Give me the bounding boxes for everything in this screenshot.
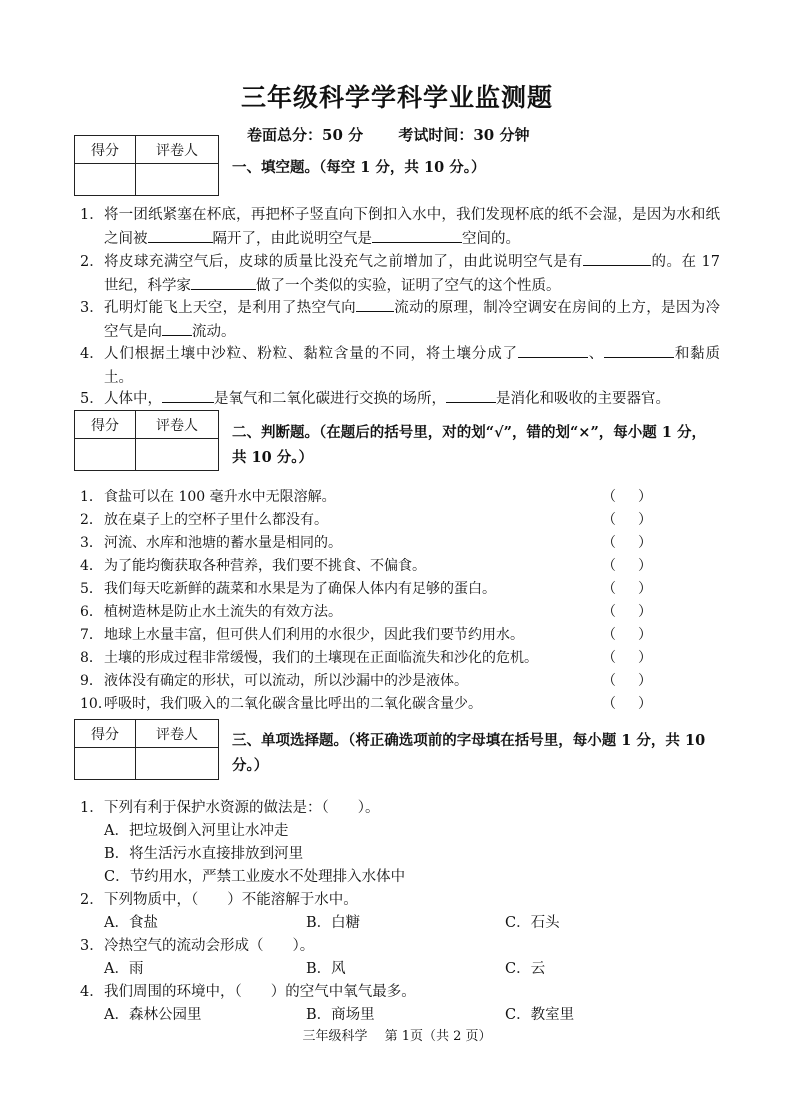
answer-blank[interactable] — [446, 388, 496, 403]
fill-question-2: 2． 将皮球充满空气后，皮球的质量比没充气之前增加了，由此说明空气是有 的。在 17 世纪，科学家 做了一个类似的实验，证明了空气的这个性质。 — [80, 250, 720, 298]
exam-time: 考试时间：30 分钟 — [398, 126, 530, 144]
section1-heading: 一、填空题。（每空 1 分，共 10 分。） — [232, 159, 486, 176]
grader-label: 评卷人 — [136, 720, 219, 748]
choice-option[interactable]: B．将生活污水直接排放到河里 — [104, 846, 304, 862]
choice-option[interactable]: A．森林公园里 — [104, 1007, 202, 1023]
answer-blank[interactable] — [191, 275, 256, 290]
total-score: 卷面总分：50 分 — [247, 126, 364, 144]
choice-question-4: 4． 我们周围的环境中，（ ）的空气中氧气最多。 — [80, 984, 416, 1000]
answer-parentheses[interactable]: （ ） — [602, 489, 652, 505]
grader-label: 评卷人 — [136, 411, 219, 439]
choice-option[interactable]: A．雨 — [104, 961, 144, 977]
grader-cell[interactable] — [136, 164, 219, 196]
fill-question-5: 5． 人体中， 是氧气和二氧化碳进行交换的场所， 是消化和吸收的主要器官。 — [80, 387, 720, 411]
answer-blank[interactable] — [148, 228, 213, 243]
answer-blank[interactable] — [604, 343, 674, 358]
choice-option[interactable]: C．教室里 — [505, 1007, 575, 1023]
score-cell[interactable] — [75, 164, 136, 196]
section3-heading: 三、单项选择题。（将正确选项前的字母填在括号里，每小题 1 分，共 10 分。） — [232, 732, 706, 774]
page-footer: 三年级科学 第 1页（共 2 页） — [302, 1029, 492, 1044]
choice-question-2: 2． 下列物质中，（ ）不能溶解于水中。 — [80, 892, 358, 908]
grader-label: 评卷人 — [136, 136, 219, 164]
answer-parentheses[interactable]: （ ） — [602, 696, 652, 712]
choice-option[interactable]: C．云 — [505, 961, 546, 977]
choice-question-3: 3． 冷热空气的流动会形成（ ）。 — [80, 938, 315, 954]
choice-question-1: 1． 下列有利于保护水资源的做法是：（ ）。 — [80, 800, 380, 816]
answer-blank[interactable] — [518, 343, 588, 358]
choice-option[interactable]: B．商场里 — [306, 1007, 375, 1023]
judgment-item: 7． 地球上水量丰富，但可供人们利用的水很少，因此我们要节约用水。 （ ） — [80, 624, 660, 647]
score-box-2 — [74, 410, 219, 471]
judgment-item: 5． 我们每天吃新鲜的蔬菜和水果是为了确保人体内有足够的蛋白。 （ ） — [80, 578, 660, 601]
answer-parentheses[interactable]: （ ） — [602, 558, 652, 574]
answer-blank[interactable] — [162, 388, 214, 403]
answer-blank[interactable] — [583, 251, 651, 266]
judgment-item: 10． 呼吸时，我们吸入的二氧化碳含量比呼出的二氧化碳含量少。 （ ） — [80, 693, 660, 716]
score-cell[interactable] — [75, 439, 136, 471]
answer-blank[interactable] — [372, 228, 462, 243]
judgment-item: 2． 放在桌子上的空杯子里什么都没有。 （ ） — [80, 509, 660, 532]
choice-option[interactable]: C．石头 — [505, 915, 560, 931]
answer-parentheses[interactable]: （ ） — [602, 512, 652, 528]
score-box-3 — [74, 719, 219, 780]
exam-meta — [247, 124, 529, 145]
fill-question-1: 1． 将一团纸紧塞在杯底，再把杯子竖直向下倒扣入水中，我们发现杯底的纸不会湿，是因为水和纸之间被 隔开了，由此说明空气是 空间的。 — [80, 207, 720, 247]
score-cell[interactable] — [75, 748, 136, 780]
answer-blank[interactable] — [162, 321, 192, 336]
section2-heading: 二、判断题。（在题后的括号里，对的划“√”，错的划“×”，每小题 1 分， 共 10 分。） — [232, 424, 706, 466]
answer-parentheses[interactable]: （ ） — [602, 650, 652, 666]
fill-question-4: 4． 人们根据土壤中沙粒、粉粒、黏粒含量的不同，将土壤分成了 、 和黏质土。 — [80, 342, 720, 390]
judgment-item: 8． 土壤的形成过程非常缓慢，我们的土壤现在正面临流失和沙化的危机。 （ ） — [80, 647, 660, 670]
choice-option[interactable]: C．节约用水，严禁工业废水不处理排入水体中 — [104, 869, 406, 885]
score-label: 得分 — [75, 136, 136, 164]
fill-question-3: 3． 孔明灯能飞上天空，是利用了热空气向 流动的原理，制冷空调安在房间的上方，是因为冷空气是向 流动。 — [80, 296, 720, 344]
choice-option[interactable]: A．把垃圾倒入河里让水冲走 — [104, 823, 289, 839]
score-label: 得分 — [75, 411, 136, 439]
score-box-1 — [74, 135, 219, 196]
answer-blank[interactable] — [356, 297, 394, 312]
choice-option[interactable]: A．食盐 — [104, 915, 158, 931]
grader-cell[interactable] — [136, 439, 219, 471]
grader-cell[interactable] — [136, 748, 219, 780]
page-title: 三年级科学学科学业监测题 — [240, 83, 553, 112]
judgment-item: 3． 河流、水库和池塘的蓄水量是相同的。 （ ） — [80, 532, 660, 555]
score-label: 得分 — [75, 720, 136, 748]
judgment-item: 1． 食盐可以在 100 毫升水中无限溶解。 （ ） — [80, 486, 660, 509]
judgment-item: 4． 为了能均衡获取各种营养，我们要不挑食、不偏食。 （ ） — [80, 555, 660, 578]
choice-option[interactable]: B．白糖 — [306, 915, 361, 931]
answer-parentheses[interactable]: （ ） — [602, 535, 652, 551]
answer-parentheses[interactable]: （ ） — [602, 604, 652, 620]
judgment-item: 9． 液体没有确定的形状，可以流动，所以沙漏中的沙是液体。 （ ） — [80, 670, 660, 693]
answer-parentheses[interactable]: （ ） — [602, 673, 652, 689]
answer-parentheses[interactable]: （ ） — [602, 581, 652, 597]
judgment-item: 6． 植树造林是防止水土流失的有效方法。 （ ） — [80, 601, 660, 624]
choice-option[interactable]: B．风 — [306, 961, 346, 977]
answer-parentheses[interactable]: （ ） — [602, 627, 652, 643]
